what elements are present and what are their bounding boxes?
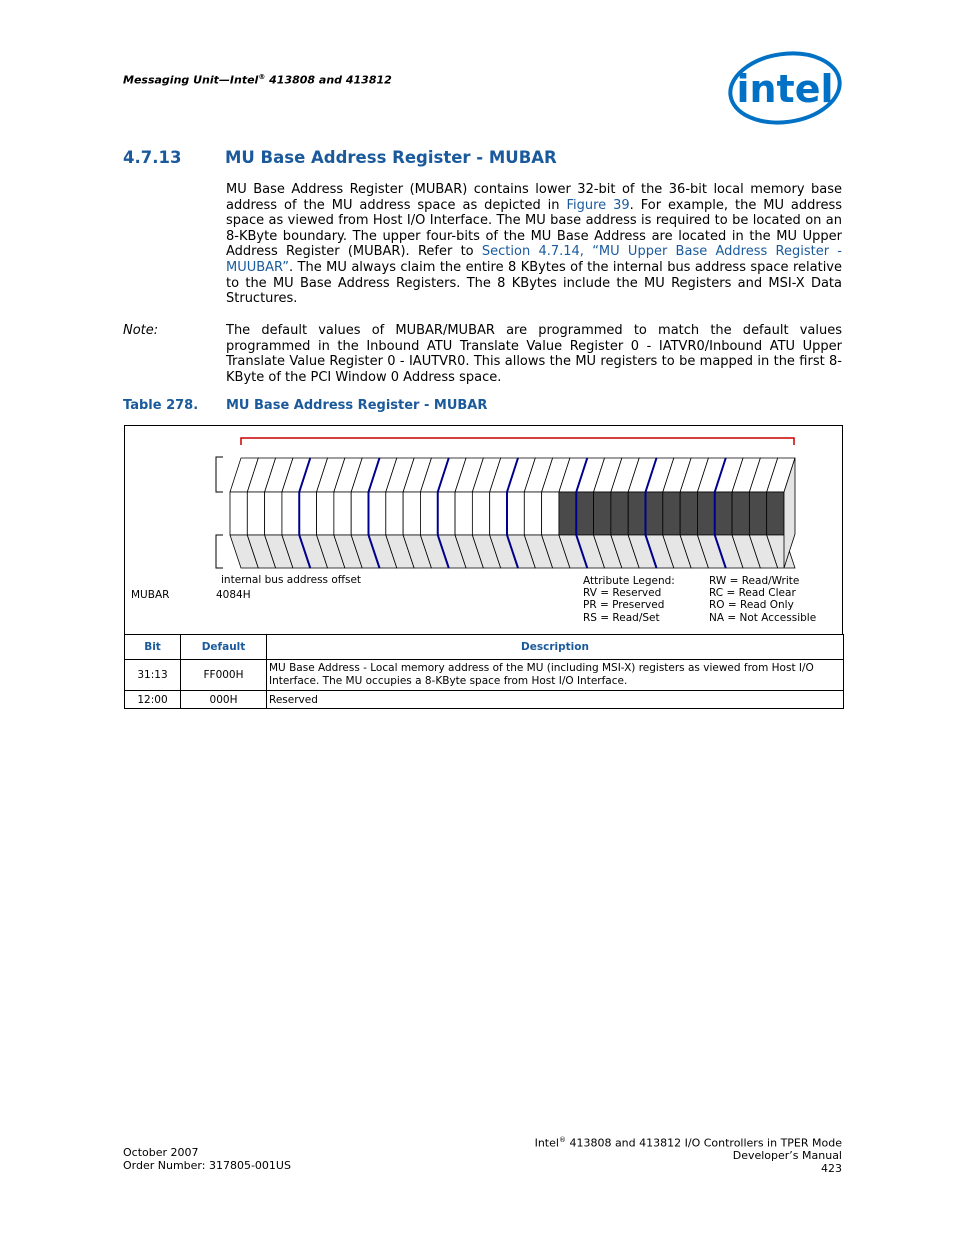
bit-cell <box>732 492 749 535</box>
lower-left-bracket <box>216 535 223 568</box>
footer-right <box>535 1134 842 1175</box>
legend-na: NA = Not Accessible <box>709 612 817 624</box>
footer-page-number: 423 <box>821 1161 842 1175</box>
legend-rs: RS = Read/Set <box>583 612 660 624</box>
bit-cell <box>611 492 628 535</box>
bit-cell <box>594 492 611 535</box>
cell-bit: 12:00 <box>125 691 181 709</box>
table-row <box>125 691 844 709</box>
bit-cell <box>334 492 351 535</box>
footer-product <box>535 1134 842 1150</box>
table-row <box>125 660 844 691</box>
note-text: The default values of MUBAR/MUBAR are programmed to match the default values programmed in the Inbound ATU Translate Value Register 0 - IATVR0/Inbound ATU Upper Translate Value Register 0 - IAUTVR0. This allows the MU registers to be mapped in the first 8-KByte of the PCI Window 0 Address space. <box>226 323 842 385</box>
bit-cell <box>559 492 576 535</box>
bit-cell <box>455 492 472 535</box>
table-header-row <box>125 635 844 660</box>
bit-cell <box>282 492 299 535</box>
bit-cell <box>472 492 489 535</box>
bit-cell <box>438 492 455 535</box>
register-diagram <box>124 425 843 635</box>
bit-cells <box>230 458 795 568</box>
legend-ro: RO = Read Only <box>709 599 794 611</box>
field-bracket <box>241 438 794 445</box>
register-name: MUBAR <box>131 589 170 601</box>
product-reg: ® <box>558 1136 566 1144</box>
offset-caption: internal bus address offset <box>221 574 362 586</box>
bit-cell <box>542 492 559 535</box>
bit-cell <box>386 492 403 535</box>
bit-cell <box>680 492 697 535</box>
bit-cell <box>576 492 593 535</box>
running-header <box>123 73 392 87</box>
bit-cell <box>247 492 264 535</box>
legend-title: Attribute Legend: <box>583 575 675 587</box>
bit-cell <box>646 492 663 535</box>
running-title-pre: Messaging Unit—Intel <box>123 73 259 87</box>
legend-pr: PR = Preserved <box>583 599 665 611</box>
bit-cell <box>697 492 714 535</box>
upper-left-bracket <box>216 457 223 492</box>
register-offset: 4084H <box>216 589 251 601</box>
bit-cell <box>715 492 732 535</box>
para-text-c: . The MU always claim the entire 8 KBytes of the internal bus address space relative to the MU Base Address Registers. The 8 KBytes include the MU Registers and MSI-X Data Structures. <box>226 259 842 307</box>
cell-description: MU Base Address - Local memory address of the MU (including MSI-X) registers as viewed from Host I/O Interface. The MU occupies a 8-KByte space from Host I/O Interface. <box>267 660 844 691</box>
bit-cell <box>663 492 680 535</box>
table-number: Table 278. <box>123 398 199 413</box>
bit-cell <box>524 492 541 535</box>
para-text-b: . For example, the MU address space as viewed from Host I/O Interface. The MU base address is required to be located on an 8-KByte boundary. The upper four-bits of the MU Base Address are located in the MU Upper Address Register (MUBAR). Refer to <box>226 197 842 260</box>
running-title-post: 413808 and 413812 <box>265 73 392 87</box>
footer-order-number: Order Number: 317805-001US <box>123 1158 291 1172</box>
footer-left <box>123 1147 291 1172</box>
bit-cell <box>490 492 507 535</box>
cell-bit: 31:13 <box>125 660 181 691</box>
logo-text: intel <box>736 67 834 111</box>
product-pre: Intel <box>534 1136 559 1150</box>
legend-rv: RV = Reserved <box>583 587 662 599</box>
bit-cell <box>317 492 334 535</box>
bit-cell <box>230 492 247 535</box>
footer-date: October 2007 <box>123 1146 199 1159</box>
cell-default: FF000H <box>181 660 267 691</box>
section-link[interactable]: Section 4.7.14, “MU Upper Base Address Register - MUUBAR” <box>226 244 842 275</box>
header-description: Description <box>267 635 844 660</box>
bit-cell <box>628 492 645 535</box>
footer-manual: Developer’s Manual <box>732 1149 842 1163</box>
bit-field-table <box>124 634 844 709</box>
product-post: 413808 and 413812 I/O Controllers in TPER Mode <box>565 1136 842 1150</box>
bit-cell <box>403 492 420 535</box>
section-title: MU Base Address Register - MUBAR <box>225 148 557 167</box>
figure-link[interactable]: Figure 39 <box>566 197 630 213</box>
legend-rc: RC = Read Clear <box>709 587 796 599</box>
para-text-a: MU Base Address Register (MUBAR) contains lower 32-bit of the 36-bit local memory base address of the MU address space as depicted in <box>226 182 842 213</box>
legend-rw: RW = Read/Write <box>709 575 800 587</box>
bit-cell <box>299 492 316 535</box>
bit-cell <box>507 492 524 535</box>
intel-logo <box>725 50 843 128</box>
bit-cell <box>265 492 282 535</box>
bit-cell <box>767 492 784 535</box>
header-default: Default <box>181 635 267 660</box>
bit-cell <box>420 492 437 535</box>
header-bit: Bit <box>125 635 181 660</box>
registered-mark: ® <box>258 73 266 81</box>
section-number: 4.7.13 <box>123 148 182 167</box>
cell-default: 000H <box>181 691 267 709</box>
body-paragraph <box>226 182 842 307</box>
bit-cell <box>351 492 368 535</box>
bit-cell <box>369 492 386 535</box>
note-label: Note: <box>123 323 159 338</box>
table-title: MU Base Address Register - MUBAR <box>226 398 488 413</box>
cell-description: Reserved <box>267 691 844 709</box>
bit-cell <box>749 492 766 535</box>
